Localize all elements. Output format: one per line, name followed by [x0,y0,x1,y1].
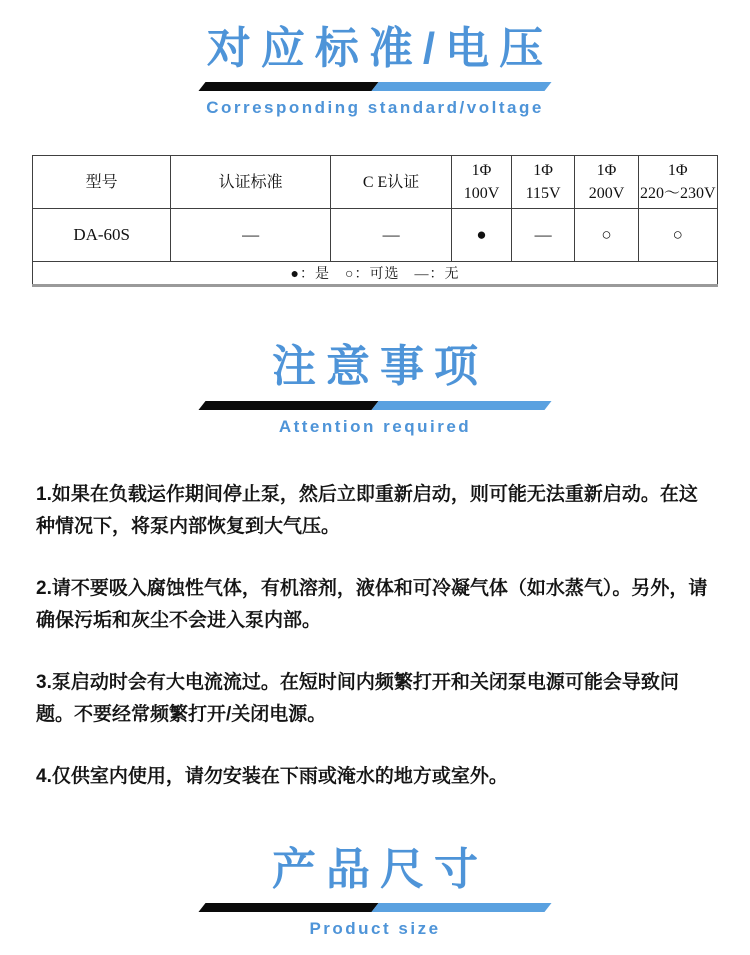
product-size-title-cn: 产品尺寸 [272,844,488,894]
standard-voltage-section-header [0,24,750,118]
phase-label: 1Φ [596,162,617,180]
attention-item-3: 3.泵启动时会有大电流流过。在短时间内频繁打开和关闭泵电源可能会导致问题。不要经常频繁打开/关闭电源。 [36,671,679,725]
section-divider [202,903,548,912]
phase-label: 1Φ [667,162,688,180]
phase-label: 1Φ [471,162,492,180]
voltage-label: 200V [588,185,625,203]
standard-voltage-title-en: Corresponding standard/voltage [206,98,544,118]
table-legend: ●：是 ○：可选 —：无 [33,262,718,286]
cell-cert-standard: — [171,209,331,262]
cell-200v-symbol: ○ [575,209,638,262]
attention-section-header [0,342,750,436]
divider-blue-segment [371,903,551,912]
voltage-label: 220～230V [639,185,716,203]
attention-item-4: 4.仅供室内使用，请勿安装在下雨或淹水的地方或室外。 [36,765,508,787]
cell-100v-symbol: ● [452,209,512,262]
table-data-row [33,209,718,262]
col-header-ce-cert: C E认证 [330,156,451,209]
divider-black-segment [198,82,378,91]
cell-220-230v-symbol: ○ [638,209,718,262]
col-header-100v [452,156,512,209]
table-header-row [33,156,718,209]
voltage-label: 100V [463,185,500,203]
col-header-220-230v [638,156,718,209]
section-divider [202,401,548,410]
attention-list [36,479,714,793]
attention-item-2: 2.请不要吸入腐蚀性气体，有机溶剂，液体和可冷凝气体（如水蒸气）。另外，请确保污垢和灰尘不会进入泵内部。 [36,577,708,631]
cell-115v-symbol: — [511,209,575,262]
col-header-model: 型号 [33,156,171,209]
section-divider [202,82,548,91]
phase-label: 1Φ [533,162,553,180]
attention-title-en: Attention required [278,416,472,436]
col-header-200v [575,156,638,209]
standards-voltage-table [32,155,718,287]
standard-voltage-title-cn: 对应标准/电压 [206,24,554,73]
table-legend-row [33,262,718,286]
divider-blue-segment [371,401,551,410]
cell-ce-cert: — [330,209,451,262]
product-size-section-header [0,845,750,939]
cell-model: DA-60S [33,209,171,262]
attention-title-cn: 注意事项 [272,342,488,392]
divider-black-segment [198,903,378,912]
col-header-cert-standard: 认证标准 [171,156,331,209]
col-header-115v [511,156,575,209]
product-size-title-en: Product size [309,918,441,938]
divider-black-segment [198,401,378,410]
voltage-label: 115V [525,185,561,203]
divider-blue-segment [371,82,551,91]
attention-item-1: 1.如果在负载运作期间停止泵，然后立即重新启动，则可能无法重新启动。在这种情况下，将泵内部恢复到大气压。 [36,483,698,537]
